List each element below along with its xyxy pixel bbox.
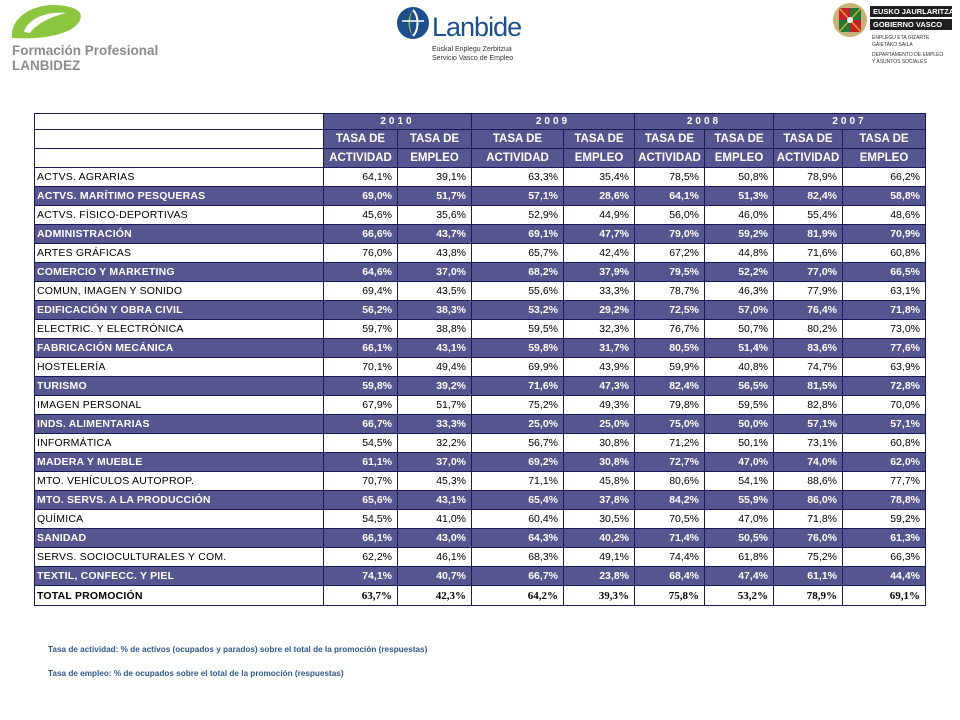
rate-cell: 71,6% — [774, 244, 843, 263]
rate-cell: 78,9% — [774, 586, 843, 606]
rate-cell: 76,7% — [635, 320, 705, 339]
rate-cell: 30,5% — [564, 510, 635, 529]
rate-cell: 82,4% — [635, 377, 705, 396]
table-row — [35, 187, 926, 206]
table-row — [35, 225, 926, 244]
rate-cell: 43,7% — [398, 225, 472, 244]
rate-cell: 35,6% — [398, 206, 472, 225]
rate-cell: 77,7% — [843, 472, 926, 491]
rate-cell: 62,2% — [324, 548, 398, 567]
rate-cell: 52,2% — [705, 263, 774, 282]
rate-cell: 70,5% — [635, 510, 705, 529]
rate-cell: 62,0% — [843, 453, 926, 472]
rate-cell: 57,1% — [774, 415, 843, 434]
rate-cell: 66,1% — [324, 339, 398, 358]
rate-cell: 29,2% — [564, 301, 635, 320]
rate-cell: 64,1% — [324, 168, 398, 187]
rate-cell: 25,0% — [472, 415, 564, 434]
coat-of-arms-icon — [832, 2, 868, 38]
fp-logo-line2: LANBIDEZ — [12, 58, 81, 73]
rate-cell: 45,3% — [398, 472, 472, 491]
rate-cell: 72,7% — [635, 453, 705, 472]
col-header: TASA DE — [774, 130, 843, 149]
table-row — [35, 339, 926, 358]
family-name-cell: ARTES GRÁFICAS — [35, 244, 324, 263]
rate-cell: 77,9% — [774, 282, 843, 301]
rate-cell: 57,1% — [843, 415, 926, 434]
rate-cell: 44,4% — [843, 567, 926, 586]
rate-cell: 59,7% — [324, 320, 398, 339]
rate-cell: 72,8% — [843, 377, 926, 396]
table-row — [35, 206, 926, 225]
rate-cell: 69,2% — [472, 453, 564, 472]
rate-cell: 49,4% — [398, 358, 472, 377]
rate-cell: 52,9% — [472, 206, 564, 225]
family-name-cell: ACTVS. MARÍTIMO PESQUERAS — [35, 187, 324, 206]
table-row — [35, 244, 926, 263]
rate-cell: 76,0% — [324, 244, 398, 263]
rate-cell: 37,8% — [564, 491, 635, 510]
rate-cell: 69,1% — [843, 586, 926, 606]
rate-cell: 79,0% — [635, 225, 705, 244]
rate-cell: 48,6% — [843, 206, 926, 225]
rate-cell: 43,8% — [398, 244, 472, 263]
family-name-cell: MTO. SERVS. A LA PRODUCCIÓN — [35, 491, 324, 510]
rate-cell: 59,8% — [324, 377, 398, 396]
rate-cell: 37,0% — [398, 453, 472, 472]
rate-cell: 50,1% — [705, 434, 774, 453]
rate-cell: 30,8% — [564, 453, 635, 472]
fp-logo-line1: Formación Profesional — [12, 43, 159, 58]
rate-cell: 70,0% — [843, 396, 926, 415]
rate-cell: 58,8% — [843, 187, 926, 206]
rate-cell: 67,9% — [324, 396, 398, 415]
rate-cell: 79,5% — [635, 263, 705, 282]
family-name-cell: ACTVS. FÍSICO-DEPORTIVAS — [35, 206, 324, 225]
rate-cell: 59,8% — [472, 339, 564, 358]
rate-cell: 51,7% — [398, 396, 472, 415]
rate-cell: 68,2% — [472, 263, 564, 282]
rate-cell: 81,9% — [774, 225, 843, 244]
family-name-cell: MTO. VEHÍCULOS AUTOPROP. — [35, 472, 324, 491]
rate-cell: 74,4% — [635, 548, 705, 567]
rate-cell: 53,2% — [472, 301, 564, 320]
col-header: EMPLEO — [843, 149, 926, 168]
family-name-cell: EDIFICACIÓN Y OBRA CIVIL — [35, 301, 324, 320]
rate-cell: 64,1% — [635, 187, 705, 206]
rate-cell: 76,0% — [774, 529, 843, 548]
rate-cell: 47,3% — [564, 377, 635, 396]
rate-cell: 67,2% — [635, 244, 705, 263]
lanbide-emblem-icon — [396, 6, 430, 40]
table-row — [35, 282, 926, 301]
rate-cell: 76,4% — [774, 301, 843, 320]
year-header-2009: 2009 — [472, 114, 635, 130]
family-name-cell: FABRICACIÓN MECÁNICA — [35, 339, 324, 358]
rate-cell: 42,3% — [398, 586, 472, 606]
rate-cell: 60,8% — [843, 434, 926, 453]
rate-cell: 61,1% — [774, 567, 843, 586]
employment-rates-table — [34, 113, 926, 606]
col-header: TASA DE — [398, 130, 472, 149]
table-row — [35, 377, 926, 396]
rate-cell: 63,1% — [843, 282, 926, 301]
rate-cell: 72,5% — [635, 301, 705, 320]
rate-cell: 69,4% — [324, 282, 398, 301]
family-name-cell: ADMINISTRACIÓN — [35, 225, 324, 244]
rate-cell: 31,7% — [564, 339, 635, 358]
rate-cell: 40,7% — [398, 567, 472, 586]
rate-cell: 63,9% — [843, 358, 926, 377]
rate-cell: 42,4% — [564, 244, 635, 263]
table-row — [35, 472, 926, 491]
col-header: TASA DE — [705, 130, 774, 149]
rate-cell: 88,6% — [774, 472, 843, 491]
rate-cell: 30,8% — [564, 434, 635, 453]
rate-cell: 61,3% — [843, 529, 926, 548]
rate-cell: 32,2% — [398, 434, 472, 453]
rate-cell: 71,8% — [843, 301, 926, 320]
table-row — [35, 529, 926, 548]
rate-cell: 28,6% — [564, 187, 635, 206]
table-row — [35, 491, 926, 510]
rate-cell: 33,3% — [398, 415, 472, 434]
rate-cell: 45,6% — [324, 206, 398, 225]
family-name-cell: COMERCIO Y MARKETING — [35, 263, 324, 282]
rate-cell: 39,1% — [398, 168, 472, 187]
rate-cell: 60,8% — [843, 244, 926, 263]
table-row — [35, 586, 926, 606]
family-name-cell: QUÍMICA — [35, 510, 324, 529]
lanbide-logo-name: Lanbide — [432, 12, 522, 42]
rate-cell: 43,9% — [564, 358, 635, 377]
rate-cell: 45,8% — [564, 472, 635, 491]
rate-cell: 43,1% — [398, 339, 472, 358]
rate-cell: 65,4% — [472, 491, 564, 510]
corner-cell — [35, 149, 324, 168]
rate-cell: 59,2% — [843, 510, 926, 529]
rate-cell: 50,7% — [705, 320, 774, 339]
rate-cell: 65,7% — [472, 244, 564, 263]
rate-cell: 60,4% — [472, 510, 564, 529]
rate-cell: 82,8% — [774, 396, 843, 415]
rate-cell: 75,2% — [774, 548, 843, 567]
rate-cell: 47,0% — [705, 453, 774, 472]
fp-leaf-icon — [8, 2, 84, 42]
rate-cell: 82,4% — [774, 187, 843, 206]
family-name-cell: TEXTIL, CONFECC. Y PIEL — [35, 567, 324, 586]
table-row — [35, 301, 926, 320]
year-header-row — [35, 114, 926, 130]
table-row — [35, 396, 926, 415]
rate-cell: 32,3% — [564, 320, 635, 339]
rate-cell: 80,6% — [635, 472, 705, 491]
rate-cell: 33,3% — [564, 282, 635, 301]
rate-cell: 74,7% — [774, 358, 843, 377]
rate-cell: 78,8% — [843, 491, 926, 510]
rate-cell: 66,1% — [324, 529, 398, 548]
rate-cell: 74,1% — [324, 567, 398, 586]
table-row — [35, 434, 926, 453]
rate-cell: 79,8% — [635, 396, 705, 415]
rate-cell: 70,9% — [843, 225, 926, 244]
family-name-cell: ACTVS. AGRARIAS — [35, 168, 324, 187]
rate-cell: 37,9% — [564, 263, 635, 282]
rate-cell: 61,8% — [705, 548, 774, 567]
rate-cell: 66,7% — [324, 415, 398, 434]
rate-cell: 66,5% — [843, 263, 926, 282]
rate-cell: 40,2% — [564, 529, 635, 548]
col-header: TASA DE — [635, 130, 705, 149]
rate-cell: 71,6% — [472, 377, 564, 396]
rate-cell: 80,2% — [774, 320, 843, 339]
year-header-2008: 2008 — [635, 114, 774, 130]
rate-cell: 70,7% — [324, 472, 398, 491]
col-header: ACTIVIDAD — [472, 149, 564, 168]
rate-cell: 43,1% — [398, 491, 472, 510]
rate-cell: 74,0% — [774, 453, 843, 472]
rate-cell: 43,5% — [398, 282, 472, 301]
rate-cell: 64,6% — [324, 263, 398, 282]
rate-cell: 50,5% — [705, 529, 774, 548]
lanbide-logo-subtitle2: Servicio Vasco de Empleo — [432, 55, 514, 62]
rate-cell: 54,1% — [705, 472, 774, 491]
gov-band-basque: EUSKO JAURLARITZA — [870, 6, 952, 17]
table-row — [35, 510, 926, 529]
rate-cell: 46,0% — [705, 206, 774, 225]
rate-cell: 55,9% — [705, 491, 774, 510]
family-name-cell: INFORMÁTICA — [35, 434, 324, 453]
family-name-cell: HOSTELERÍA — [35, 358, 324, 377]
rate-cell: 64,3% — [472, 529, 564, 548]
rate-cell: 68,3% — [472, 548, 564, 567]
rate-cell: 55,4% — [774, 206, 843, 225]
rate-cell: 66,6% — [324, 225, 398, 244]
table-row — [35, 168, 926, 187]
rate-cell: 75,0% — [635, 415, 705, 434]
col-header: TASA DE — [564, 130, 635, 149]
rate-cell: 56,0% — [635, 206, 705, 225]
table-row — [35, 567, 926, 586]
rate-cell: 39,3% — [564, 586, 635, 606]
corner-cell — [35, 130, 324, 149]
col-header: TASA DE — [472, 130, 564, 149]
rate-cell: 69,1% — [472, 225, 564, 244]
note-activity-rate: Tasa de actividad: % de activos (ocupados y parados) sobre el total de la promoción (respuestas) — [48, 645, 428, 654]
rate-cell: 56,5% — [705, 377, 774, 396]
lanbide-logo-subtitle1: Euskal Enplegu Zerbitzua — [432, 46, 512, 53]
rate-cell: 80,5% — [635, 339, 705, 358]
rate-cell: 44,9% — [564, 206, 635, 225]
rate-cell: 44,8% — [705, 244, 774, 263]
rate-cell: 37,0% — [398, 263, 472, 282]
rate-cell: 71,4% — [635, 529, 705, 548]
family-name-cell: SANIDAD — [35, 529, 324, 548]
fp-lanbidez-logo — [6, 2, 186, 72]
year-header-2007: 2007 — [774, 114, 926, 130]
rate-cell: 54,5% — [324, 510, 398, 529]
rate-cell: 40,8% — [705, 358, 774, 377]
rate-cell: 61,1% — [324, 453, 398, 472]
rate-cell: 78,7% — [635, 282, 705, 301]
year-header-2010: 2010 — [324, 114, 472, 130]
rate-cell: 23,8% — [564, 567, 635, 586]
rate-cell: 66,7% — [472, 567, 564, 586]
rate-cell: 75,8% — [635, 586, 705, 606]
table-row — [35, 263, 926, 282]
rate-cell: 46,3% — [705, 282, 774, 301]
col-header: ACTIVIDAD — [324, 149, 398, 168]
rate-cell: 69,9% — [472, 358, 564, 377]
rate-cell: 73,0% — [843, 320, 926, 339]
rate-cell: 59,5% — [705, 396, 774, 415]
rate-cell: 68,4% — [635, 567, 705, 586]
table-row — [35, 548, 926, 567]
rate-cell: 77,6% — [843, 339, 926, 358]
rate-cell: 57,1% — [472, 187, 564, 206]
rate-cell: 47,7% — [564, 225, 635, 244]
rate-cell: 51,4% — [705, 339, 774, 358]
family-name-cell: SERVS. SOCIOCULTURALES Y COM. — [35, 548, 324, 567]
rate-cell: 49,1% — [564, 548, 635, 567]
rate-cell: 69,0% — [324, 187, 398, 206]
rate-cell: 57,0% — [705, 301, 774, 320]
rate-cell: 47,4% — [705, 567, 774, 586]
rate-cell: 59,2% — [705, 225, 774, 244]
family-name-cell: MADERA Y MUEBLE — [35, 453, 324, 472]
gov-dept-line2: GAIETAKO SAILA — [872, 42, 913, 48]
rate-cell: 75,2% — [472, 396, 564, 415]
rate-cell: 53,2% — [705, 586, 774, 606]
rate-cell: 65,6% — [324, 491, 398, 510]
family-name-cell: INDS. ALIMENTARIAS — [35, 415, 324, 434]
rate-cell: 81,5% — [774, 377, 843, 396]
col-header: TASA DE — [324, 130, 398, 149]
gov-dept-line1: ENPLEGU ETA GIZARTE — [872, 35, 930, 41]
table-row — [35, 415, 926, 434]
family-name-cell: TURISMO — [35, 377, 324, 396]
rate-cell: 38,3% — [398, 301, 472, 320]
rate-cell: 43,0% — [398, 529, 472, 548]
rate-cell: 50,0% — [705, 415, 774, 434]
family-name-cell: COMUN, IMAGEN Y SONIDO — [35, 282, 324, 301]
rate-cell: 35,4% — [564, 168, 635, 187]
rate-cell: 84,2% — [635, 491, 705, 510]
rate-cell: 71,1% — [472, 472, 564, 491]
rate-cell: 51,3% — [705, 187, 774, 206]
rate-cell: 83,6% — [774, 339, 843, 358]
corner-cell — [35, 114, 324, 130]
family-name-cell: ELECTRIC. Y ELECTRÓNICA — [35, 320, 324, 339]
gobierno-vasco-logo — [832, 2, 956, 94]
table-row — [35, 320, 926, 339]
lanbide-logo — [396, 6, 556, 64]
rate-cell: 71,2% — [635, 434, 705, 453]
rate-cell: 78,5% — [635, 168, 705, 187]
rate-cell: 63,3% — [472, 168, 564, 187]
gov-dept-line3: DEPARTAMENTO DE EMPLEO — [872, 52, 944, 58]
note-employment-rate: Tasa de empleo: % de ocupados sobre el total de la promoción (respuestas) — [48, 669, 344, 678]
col-header: TASA DE — [843, 130, 926, 149]
col-header: ACTIVIDAD — [635, 149, 705, 168]
rate-cell: 50,8% — [705, 168, 774, 187]
col-header: EMPLEO — [398, 149, 472, 168]
rate-cell: 70,1% — [324, 358, 398, 377]
gov-dept-line4: Y ASUNTOS SOCIALES — [872, 59, 927, 65]
rate-cell: 64,2% — [472, 586, 564, 606]
column-header-row-2 — [35, 149, 926, 168]
rate-cell: 38,8% — [398, 320, 472, 339]
rate-cell: 55,6% — [472, 282, 564, 301]
col-header: ACTIVIDAD — [774, 149, 843, 168]
rate-cell: 71,8% — [774, 510, 843, 529]
col-header: EMPLEO — [564, 149, 635, 168]
column-header-row-1 — [35, 130, 926, 149]
rate-cell: 59,5% — [472, 320, 564, 339]
rate-cell: 66,2% — [843, 168, 926, 187]
rate-cell: 73,1% — [774, 434, 843, 453]
table-row — [35, 453, 926, 472]
rate-cell: 59,9% — [635, 358, 705, 377]
rate-cell: 46,1% — [398, 548, 472, 567]
col-header: EMPLEO — [705, 149, 774, 168]
rate-cell: 54,5% — [324, 434, 398, 453]
gov-band-spanish: GOBIERNO VASCO — [870, 19, 952, 30]
rate-cell: 86,0% — [774, 491, 843, 510]
rate-cell: 49,3% — [564, 396, 635, 415]
rate-cell: 47,0% — [705, 510, 774, 529]
rate-cell: 51,7% — [398, 187, 472, 206]
rate-cell: 63,7% — [324, 586, 398, 606]
family-name-cell: IMAGEN PERSONAL — [35, 396, 324, 415]
rate-cell: 78,9% — [774, 168, 843, 187]
rate-cell: 25,0% — [564, 415, 635, 434]
table-row — [35, 358, 926, 377]
rate-cell: 41,0% — [398, 510, 472, 529]
rate-cell: 66,3% — [843, 548, 926, 567]
family-name-cell: TOTAL PROMOCIÓN — [35, 586, 324, 606]
rate-cell: 56,7% — [472, 434, 564, 453]
rate-cell: 77,0% — [774, 263, 843, 282]
rate-cell: 39,2% — [398, 377, 472, 396]
rate-cell: 56,2% — [324, 301, 398, 320]
